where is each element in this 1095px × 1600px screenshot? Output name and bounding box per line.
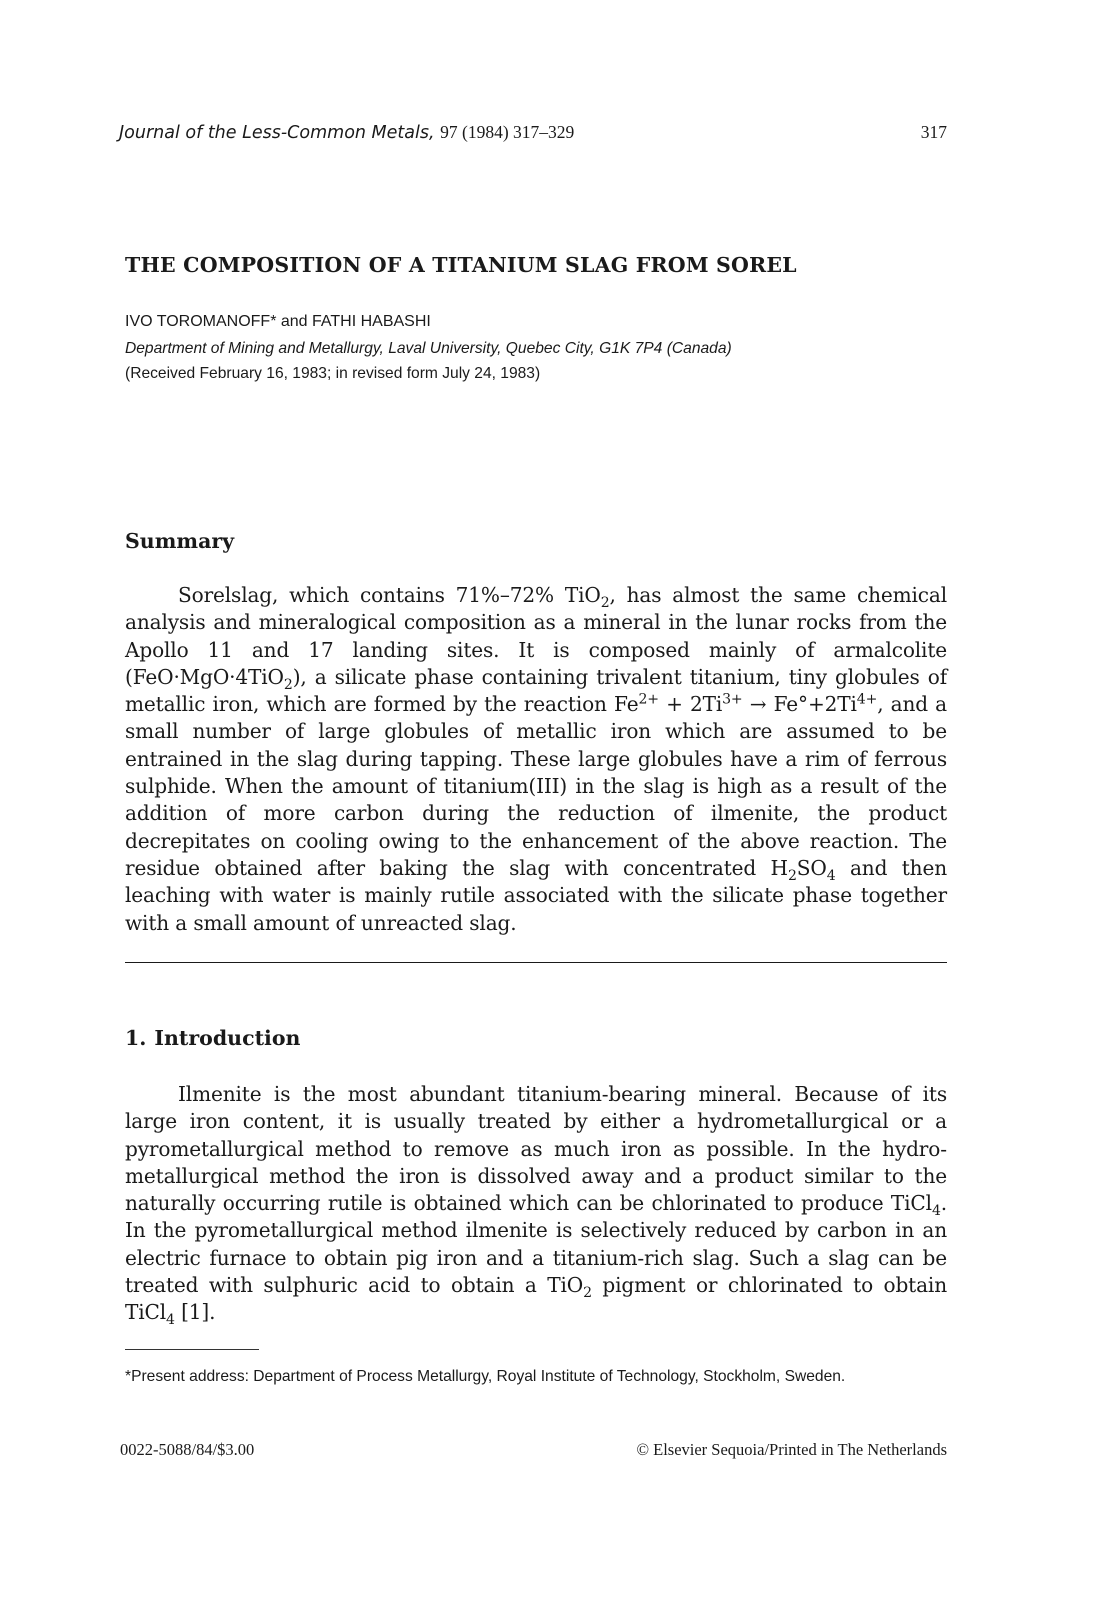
publisher-notice: © Elsevier Sequoia/Printed in The Netherlands	[636, 1440, 947, 1459]
author-affiliation: Department of Mining and Metallurgy, Laval University, Quebec City, G1K 7P4 (Canada)	[125, 340, 732, 357]
page-number: 317	[920, 122, 947, 142]
summary-heading: Summary	[125, 529, 235, 553]
introduction-heading	[125, 1026, 300, 1050]
introduction-paragraph: Ilmenite is the most abundant titanium-bearing mineral. Because of its large iron content, it is usually treated by either a hydrometallurgical or a pyrometallurgical method to remove as much iron as possible. In the hydrometallurgical method the iron is dissolved away and a product similar to the naturally occurring rutile is obtained which can be chlorinated to produce TiCl$_4$. In the pyrometallurgical method ilmenite is selectively reduced by carbon in an electric furnace to obtain pig iron and a titanium-rich slag. Such a slag can be treated with sulphuric acid to obtain a TiO$_2$ pigment or chlorinated to obtain TiCl$_4$ [1].	[125, 1082, 954, 1329]
section-title: Introduction	[154, 1026, 301, 1050]
journal-citation: Journal of the Less-Common Metals, 97 (1984) 317–329	[119, 122, 575, 143]
article-page	[119, 0, 954, 1600]
section-divider	[125, 962, 947, 963]
issn-price-code: 0022-5088/84/$3.00	[120, 1440, 255, 1459]
section-number: 1.	[125, 1026, 147, 1050]
footnote-divider	[125, 1349, 259, 1350]
footnote: *Present address: Department of Process Metallurgy, Royal Institute of Technology, Stockholm, Sweden.	[125, 1368, 846, 1385]
received-dates: (Received February 16, 1983; in revised form July 24, 1983)	[125, 365, 541, 382]
article-title: THE COMPOSITION OF A TITANIUM SLAG FROM SOREL	[125, 253, 797, 277]
journal-volume-pages: 97 (1984) 317–329	[440, 122, 575, 142]
running-head	[119, 121, 947, 144]
page-footer	[120, 1440, 947, 1460]
summary-paragraph: Sorelslag, which contains 71%–72% TiO$_2$, has almost the same chemical analysis and mineralogical composition as a mineral in the lunar rocks from the Apollo 11 and 17 landing sites. It is composed mainly of armalcolite (FeO·MgO·4TiO$_2$), a silicate phase containing trivalent titanium, tiny globules of metallic iron, which are formed by the reaction $Fe^{2+} + 2Ti^{3+} \to Fe^\circ+2Ti^{4+}$, and a small number of large globules of metallic iron which are assumed to be entrained in the slag during tapping. These large globules have a rim of ferrous sulphide. When the amount of titanium(III) in the slag is high as a result of the addition of more carbon during the reduction of ilmenite, the product decrepitates on cooling owing to the enhancement of the above reaction. The residue obtained after baking the slag with concentrated $H_2SO_4$ and then leaching with water is mainly rutile associated with the silicate phase together with a small amount of unreacted slag.	[125, 583, 954, 935]
article-authors: IVO TOROMANOFF* and FATHI HABASHI	[125, 313, 431, 330]
